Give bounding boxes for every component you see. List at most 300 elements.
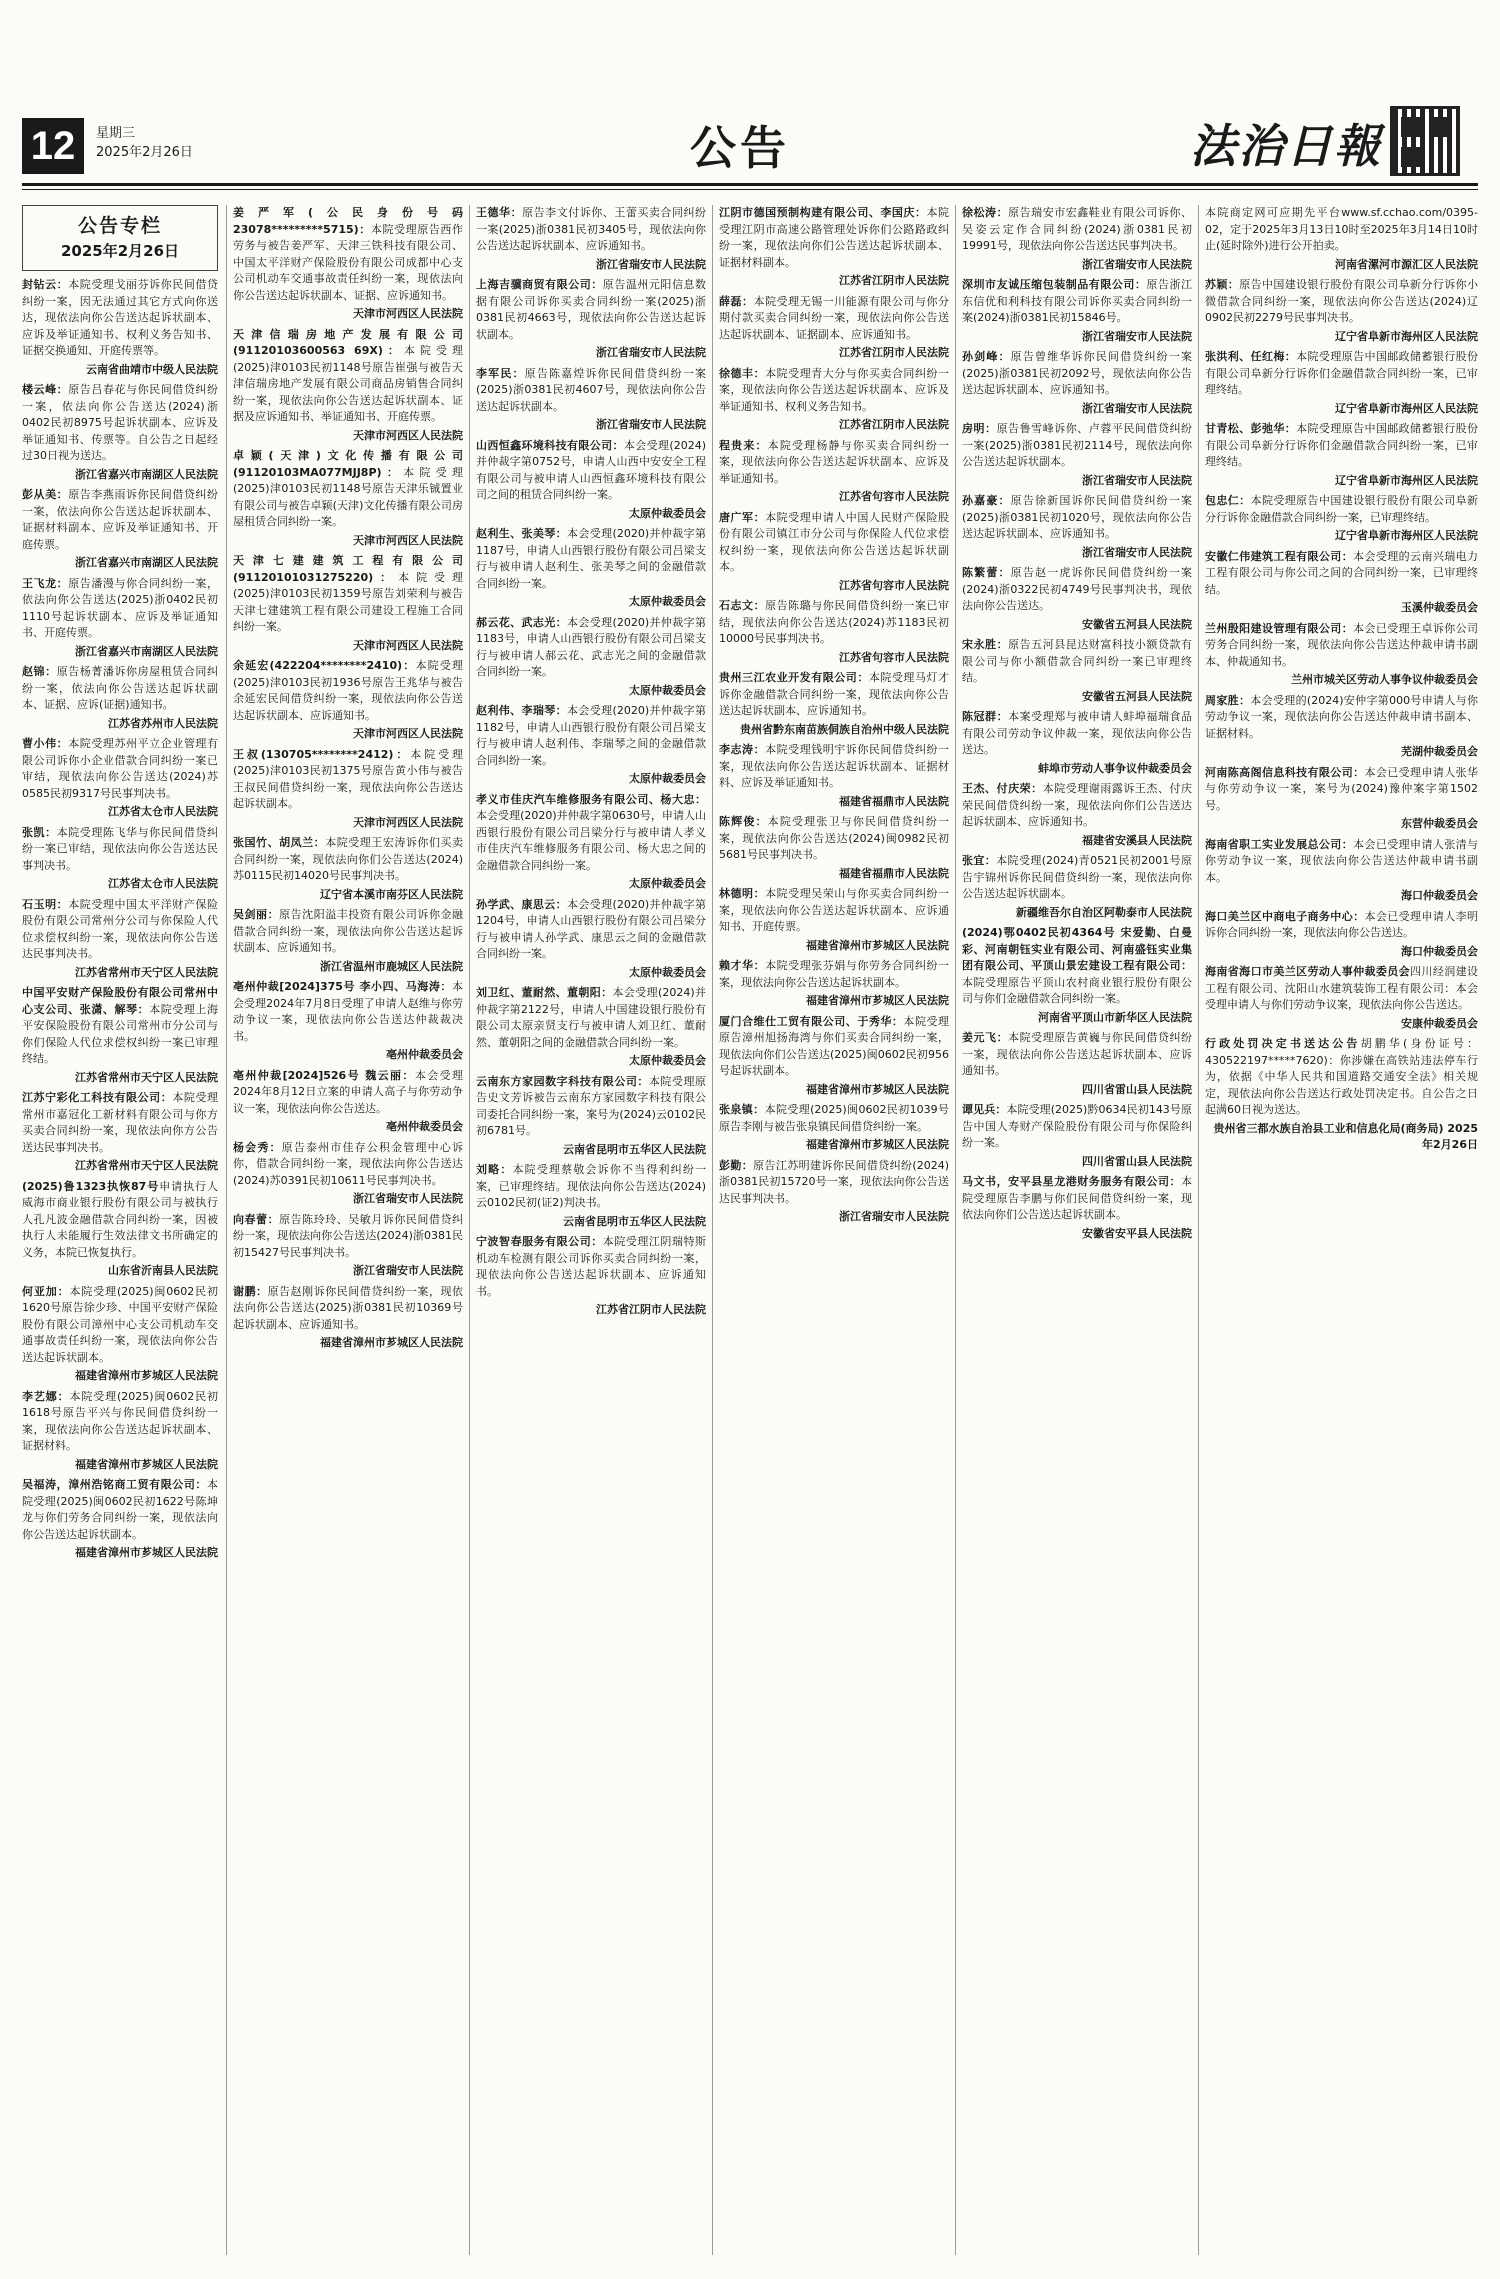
notice-body: 原告浙江东信优和利科技有限公司诉你买卖合同纠纷一案(2024)浙0381民初15846号。 — [962, 278, 1192, 324]
notice-item — [962, 205, 1192, 255]
notice-addressee: 孙剑峰： — [962, 350, 1011, 363]
notice-body: 本会受理的云南兴瑞电力工程有限公司与你公司之间的合同纠纷一案，已审理终结。 — [1205, 549, 1478, 596]
notice-item — [22, 277, 218, 360]
notice-body: 原告赵一虎诉你民间借贷纠纷一案(2024)浙0322民初4749号民事判决书，现依法向你公告送达。 — [962, 566, 1192, 612]
notice-issuer: 海口仲裁委员会 — [1401, 944, 1478, 958]
notice-item — [233, 835, 463, 885]
notice-column — [719, 205, 949, 2255]
announcement-header-box — [22, 205, 218, 271]
notice-issuer: 福建省漳州市芗城区人民法院 — [806, 938, 949, 952]
notice-item — [1205, 205, 1478, 255]
notice-item — [22, 576, 218, 642]
notice-issuer: 四川省雷山县人民法院 — [1082, 1082, 1192, 1096]
notice-body: 原告陈嘉煌诉你民间借贷纠纷一案(2025)浙0381民初4607号，现依法向你公告送达起诉状副本。 — [476, 366, 706, 413]
header-rule — [22, 183, 1478, 186]
notice-addressee: 李军民： — [476, 366, 525, 380]
column-divider — [1198, 205, 1199, 2255]
notice-body: 原告吕春花与你民间借贷纠纷一案，依法向你公告送达(2024)浙0402民初8975号起诉状副本、应诉及举证通知书、传票等。自公告之日起经过30日视为送达。 — [22, 383, 218, 462]
notice-issuer: 太原仲裁委员会 — [629, 965, 706, 979]
notice-body: 本院受理上海平安保险股份有限公司常州市分公司与你们保险人代位求偿权纠纷一案已审理终结。 — [22, 1002, 218, 1065]
notice-body: 本院受理原告黄巍与你民间借贷纠纷一案，现依法向你公告送达起诉状副本、应诉通知书。 — [962, 1031, 1192, 1077]
notice-issuer: 云南省昆明市五华区人民法院 — [563, 1142, 706, 1156]
notice-body: 本会已受理申请人李明诉你合同纠纷一案，现依法向你公告送达。 — [1205, 909, 1478, 939]
notice-addressee: 周家胜： — [1205, 693, 1251, 707]
notice-addressee: 陈繁蕾： — [962, 566, 1011, 579]
notice-issuer: 河南省平顶山市新华区人民法院 — [1038, 1010, 1192, 1024]
notice-item — [962, 637, 1192, 687]
notice-addressee: 安徽仁伟建筑工程有限公司： — [1205, 549, 1354, 563]
notice-addressee: 刘略： — [476, 1163, 513, 1176]
notice-body: 本会已受理申请人张清与你劳动争议一案，现依法向你公告送达仲裁申请书副本。 — [1205, 837, 1478, 884]
notice-issuer: 江苏省句容市人民法院 — [839, 490, 949, 503]
notice-item — [1205, 693, 1478, 743]
notice-issuer: 江苏省江阴市人民法院 — [839, 418, 949, 431]
notice-issuer: 浙江省嘉兴市南湖区人民法院 — [75, 556, 218, 569]
notice-addressee: 薛磊： — [719, 294, 754, 308]
notice-item — [476, 526, 706, 592]
notice-addressee: 杨会秀： — [233, 1140, 282, 1154]
notice-item — [719, 598, 949, 648]
notice-item — [719, 438, 949, 488]
notice-body: 本院受理常州市嘉冠化工新材料有限公司与你方买卖合同纠纷一案，现依法向你方公告送达民事判决书。 — [22, 1091, 218, 1154]
notice-issuer: 天津市河西区人民法院 — [353, 638, 463, 652]
notice-item — [476, 366, 706, 416]
notice-addressee: 姜元飞： — [962, 1031, 1009, 1044]
notice-issuer: 江苏省苏州市人民法院 — [108, 716, 218, 730]
notice-addressee: 谭见兵： — [962, 1103, 1007, 1116]
notice-item — [719, 1014, 949, 1080]
notice-addressee: 何亚加： — [22, 1284, 70, 1298]
notice-body: 本院受理张芬娟与你劳务合同纠纷一案，现依法向你公告送达起诉状副本。 — [719, 959, 949, 989]
notice-issuer: 亳州仲裁委员会 — [386, 1120, 463, 1133]
notice-issuer: 福建省漳州市芗城区人民法院 — [806, 994, 949, 1007]
notice-issuer: 新疆维吾尔自治区阿勒泰市人民法院 — [1016, 905, 1192, 919]
notice-body: 本院受理无锡一川能源有限公司与你分期付款买卖合同纠纷一案，现依法向你公告送达起诉状副本、证据副本、应诉通知书。 — [719, 294, 949, 341]
notice-body: 本院受理苏州平立企业管理有限公司诉你小企业借款合同纠纷一案已审结，现依法向你公告送达(2024)苏0585民初9317号民事判决书。 — [22, 737, 218, 800]
notice-issuer: 山东省沂南县人民法院 — [108, 1264, 218, 1277]
notice-issuer: 福建省漳州市芗城区人民法院 — [75, 1546, 218, 1559]
notice-addressee: 林德明： — [719, 887, 766, 900]
notice-issuer: 浙江省瑞安市人民法院 — [353, 1264, 463, 1277]
notice-body: 本院受理杨静与你买卖合同纠纷一案，现依法向你公告送达起诉状副本、应诉及举证通知书。 — [719, 438, 949, 485]
notice-body: 本院受理(2025)津0103民初1936号原告王兆华与被告余延宏民间借贷纠纷一案，现依法向你公告送达起诉状副本、应诉通知书。 — [233, 659, 463, 722]
notice-addressee: 姜严军(公民身份号码23078*********5715)： — [233, 206, 463, 236]
notice-body: 本会受理(2020)并仲裁字第0630号，申请人山西银行股份有限公司吕梁分行与被申请人孝义市佳庆汽车维修服务有限公司、杨大忠之间的金融借款合同纠纷一案。 — [476, 809, 706, 872]
notice-issuer: 辽宁省阜新市海州区人民法院 — [1335, 401, 1478, 415]
notice-body: 原告温州元阳信息数据有限公司诉你买卖合同纠纷一案(2025)浙0381民初4663号，现依法向你公告送达起诉状副本。 — [476, 278, 706, 341]
newspaper-masthead: 法治日報 — [1190, 119, 1382, 173]
notice-item — [962, 853, 1192, 903]
notice-addressee: 孙学武、康思云： — [476, 897, 568, 911]
notice-issuer: 辽宁省阜新市海州区人民法院 — [1335, 529, 1478, 542]
notice-item — [962, 421, 1192, 471]
notice-issuer: 浙江省嘉兴市南湖区人民法院 — [75, 467, 218, 481]
notice-issuer: 浙江省瑞安市人民法院 — [596, 346, 706, 359]
notice-issuer: 玉溪仲裁委员会 — [1401, 601, 1478, 614]
page-number: 12 — [22, 118, 84, 174]
notice-issuer: 福建省福鼎市人民法院 — [839, 794, 949, 808]
notice-addressee: 厦门合维仕工贸有限公司、于秀华： — [719, 1014, 904, 1028]
notice-item — [1205, 837, 1478, 887]
notice-issuer: 江苏省江阴市人民法院 — [839, 346, 949, 359]
notice-addressee: 云南东方家园数字科技有限公司： — [476, 1074, 649, 1088]
notice-addressee: 徐德丰： — [719, 366, 766, 380]
notice-issuer: 太原仲裁委员会 — [629, 877, 706, 890]
notice-item — [962, 925, 1192, 1008]
notice-item — [22, 897, 218, 963]
notice-body: 本院受理钱明宇诉你民间借贷纠纷一案，现依法向你公告送达起诉状副本、证据材料、应诉及举证通知书。 — [719, 743, 949, 789]
notice-body: 本院受理原告中国建设银行股份有限公司阜新分行诉你金融借款合同纠纷一案，已审理终结。 — [1205, 494, 1478, 524]
notice-column — [22, 205, 218, 2255]
notice-addressee: 赵利伟、李瑞琴： — [476, 704, 568, 717]
notice-body: 本会受理的(2024)安仲字第000号申请人与你劳动争议一案，现依法向你公告送达仲裁申请书副本、证据材料。 — [1205, 693, 1478, 740]
notice-body: 本院受理(2025)黔0634民初143号原告中国人寿财产保险股份有限公司与你保险纠纷一案。 — [962, 1103, 1192, 1149]
notice-item — [962, 1174, 1192, 1224]
notice-issuer: 江苏省句容市人民法院 — [839, 650, 949, 664]
notice-body: 本院商定网可应期先平台www.sf.cchao.com/0395-02，定于2025年3月13日10时至2025年3月14日10时止(延时除外)进行公开拍卖。 — [1205, 206, 1478, 252]
notice-issuer: 浙江省瑞安市人民法院 — [1082, 401, 1192, 415]
column-divider — [226, 205, 227, 2255]
notice-addressee: 江苏宁彩化工科技有限公司： — [22, 1091, 173, 1104]
notice-body: 本院受理张卫与你民间借贷纠纷一案，现依法向你公告送达(2024)闽0982民初5681号民事判决书。 — [719, 815, 949, 861]
notice-addressee: 张洪利、任红梅： — [1205, 350, 1297, 363]
notice-addressee: 亳州仲裁[2024]526号 魏云丽： — [233, 1068, 415, 1082]
notice-item — [1205, 621, 1478, 671]
notice-body: 本院受理戈丽芬诉你民间借贷纠纷一案，因无法通过其它方式向你送达，现依法向你公告送达起诉状副本、应诉及举证通知书、权利义务告知书、证据交换通知、开庭传票等。 — [22, 278, 218, 357]
notice-body: 本院受理青大分与你买卖合同纠纷一案，现依法向你公告送达起诉状副本、应诉及举证通知书、权利义务告知书。 — [719, 366, 949, 413]
notice-item — [1205, 349, 1478, 399]
header-rule-thin — [22, 189, 1478, 190]
notice-body: 本会受理2024年8月12日立案的申请人高子与你劳动争议一案，现依法向你公告送达。 — [233, 1068, 463, 1115]
notice-addressee: 房明： — [962, 422, 997, 435]
notice-item — [22, 1284, 218, 1367]
notice-item — [719, 886, 949, 936]
notice-item — [1205, 277, 1478, 327]
notice-body: 本院受理原告西作劳务与被告姜严军、天津三铁科技有限公司、中国太平洋财产保险股份有限公司成都中心支公司机动车交通事故责任纠纷一案，现依法向你公告送达起诉状副本、证据、应诉通知书。 — [233, 222, 463, 302]
notice-body: 本案受理郑与被申请人蚌埠福瑞食品有限公司劳动争议仲裁一案，现依法向你公告送达。 — [962, 710, 1192, 756]
notice-item — [22, 1389, 218, 1455]
notice-body: 本院受理(2025)津0103民初1148号原告崔强与被告天津信瑞房地产发展有限公司商品房销售合同纠纷一案，现依法向你公告送达起诉状副本、证据及应诉通知书、举证通知书、开庭传票。 — [233, 344, 463, 423]
notice-addressee: 李志涛： — [719, 743, 766, 756]
notice-body: 本院受理江阴瑞特斯机动车检测有限公司诉你买卖合同纠纷一案，现依法向你公告送达起诉状副本、应诉通知书。 — [476, 1235, 706, 1298]
notice-body: 本会受理(2024)并仲裁字第2122号，申请人中国建设银行股份有限公司太原亲贤支行与被申请人刘卫红、董耐然、董朝阳之间的金融借款合同纠纷一案。 — [476, 986, 706, 1049]
notice-item — [476, 1162, 706, 1212]
notice-issuer: 蚌埠市劳动人事争议仲裁委员会 — [1038, 761, 1192, 775]
notice-body: 原告沈阳溢丰投资有限公司诉你金融借款合同纠纷一案，现依法向你公告送达起诉状副本、应诉通知书。 — [233, 908, 463, 954]
notice-item — [1205, 765, 1478, 815]
notice-body: 本院受理(2025)津0103民初1375号原告黄小伟与被告王叔民间借贷纠纷一案，现依法向你公告送达起诉状副本。 — [233, 747, 463, 810]
notice-body: 本会受理2024年7月8日受理了申请人赵维与你劳动争议一案，现依法向你公告送达仲裁裁决书。 — [233, 980, 463, 1043]
notice-body: 胡鹏华(身份证号：430522197*****7620)：你涉嫌在高铁站违法停车行为，依据《中华人民共和国道路交通安全法》相关规定，现依法向你公告送达行政处罚决定书。自公告之日起满60日视为送达。 — [1205, 1037, 1478, 1116]
notice-addressee: 谢鹏： — [233, 1284, 268, 1298]
notice-item — [22, 1090, 218, 1156]
notice-item — [22, 1477, 218, 1543]
notice-body: 本会已受理申请人张华与你劳动争议一案，案号为(2024)豫仲案字第1502号。 — [1205, 765, 1478, 812]
notice-item — [22, 382, 218, 465]
notice-issuer: 福建省安溪县人民法院 — [1082, 833, 1192, 847]
notice-issuer: 兰州市城关区劳动人事争议仲裁委员会 — [1291, 673, 1478, 686]
notice-issuer: 辽宁省阜新市海州区人民法院 — [1335, 329, 1478, 343]
notice-addressee: 彭从美： — [22, 488, 69, 501]
notice-item — [719, 814, 949, 864]
notice-addressee: 张凯： — [22, 825, 57, 839]
notice-addressee: 吴剑丽： — [233, 908, 280, 921]
notice-addressee: 封钻云： — [22, 278, 69, 291]
notice-item — [476, 205, 706, 255]
notice-addressee: 孙嘉豪： — [962, 494, 1011, 507]
notice-addressee: (2024)鄂0402民初4364号 宋爱勤、白曼彩、河南朝钰实业有限公司、河南盛钰实业集团有限公司、平顶山景宏建设工程有限公司： — [962, 926, 1192, 972]
notice-issuer: 福建省漳州市芗城区人民法院 — [806, 1138, 949, 1151]
notice-addressee: 山西恒鑫环境科技有限公司： — [476, 438, 624, 452]
notice-body: 本会受理(2020)并仲裁字第1204号，申请人山西银行股份有限公司吕梁分行与被申请人孙学武、康思云之间的金融借款合同纠纷一案。 — [476, 897, 706, 960]
qr-code-icon — [1390, 106, 1460, 176]
notice-issuer: 云南省曲靖市中级人民法院 — [86, 362, 218, 376]
notice-issuer: 福建省漳州市芗城区人民法院 — [806, 1082, 949, 1096]
notice-item — [1205, 493, 1478, 526]
notice-issuer: 太原仲裁委员会 — [629, 772, 706, 785]
notice-issuer: 福建省漳州市芗城区人民法院 — [320, 1336, 463, 1349]
notice-issuer: 四川省雷山县人民法院 — [1082, 1154, 1192, 1168]
notice-addressee: 上海吉骥商贸有限公司： — [476, 278, 603, 291]
notice-column — [476, 205, 706, 2255]
notice-body: 本院受理吴荣山与你买卖合同纠纷一案，现依法向你公告送达起诉状副本、应诉通知书、开庭传票。 — [719, 887, 949, 933]
notice-addressee: 宋永胜： — [962, 638, 1009, 651]
column-divider — [955, 205, 956, 2255]
notice-item — [233, 1068, 463, 1118]
notice-issuer: 辽宁省本溪市南芬区人民法院 — [320, 887, 463, 901]
notice-item — [233, 448, 463, 531]
notice-body: 本院受理(2025)闽0602民初1039号原告李刚与被告张泉镇民间借贷纠纷一案。 — [719, 1103, 949, 1133]
notice-item — [233, 1140, 463, 1190]
notice-issuer: 浙江省瑞安市人民法院 — [596, 418, 706, 431]
notice-addressee: 包忠仁： — [1205, 494, 1251, 507]
notice-issuer: 亳州仲裁委员会 — [386, 1048, 463, 1061]
notice-item — [233, 327, 463, 426]
notice-issuer: 江苏省常州市天宁区人民法院 — [75, 1159, 218, 1172]
notice-addressee: 赖才华： — [719, 959, 766, 972]
notice-body: 本会受理(2020)并仲裁字第1182号，申请人山西银行股份有限公司吕梁支行与被申请人赵利伟、李瑞琴之间的金融借款合同纠纷一案。 — [476, 704, 706, 767]
issue-date-block — [96, 124, 193, 162]
notice-item — [22, 664, 218, 714]
notice-issuer: 芜湖仲裁委员会 — [1401, 745, 1478, 758]
notice-addressee: 中国平安财产保险股份有限公司常州中心支公司、张潇、解琴： — [22, 986, 218, 1016]
notice-item — [719, 1102, 949, 1135]
notice-item — [233, 1212, 463, 1262]
notice-body: 本院受理陈飞华与你民间借贷纠纷一案已审结，现依法向你公告送达民事判决书。 — [22, 825, 218, 872]
notice-issuer: 江苏省江阴市人民法院 — [596, 1303, 706, 1316]
notice-issuer: 云南省昆明市五华区人民法院 — [563, 1214, 706, 1228]
issue-date: 2025年2月26日 — [96, 145, 193, 160]
notice-body: 原告曾维华诉你民间借贷纠纷一案(2025)浙0381民初2092号，现依法向你公告送达起诉状副本、应诉通知书。 — [962, 350, 1192, 396]
notice-item — [962, 277, 1192, 327]
notice-item — [1205, 549, 1478, 599]
notice-addressee: 石志文： — [719, 599, 766, 612]
notice-body: 本院受理原告李鹏与你们民间借贷纠纷一案，现依法向你们公告送达起诉状副本。 — [962, 1175, 1192, 1221]
notice-body: 本院受理原告中国邮政储蓄银行股份有限公司阜新分行诉你们金融借款合同纠纷一案，已审理终结。 — [1205, 350, 1478, 396]
notice-body: 原告江苏明建诉你民间借贷纠纷(2024)浙0381民初15720号一案，现依法向你公告送达民事判决书。 — [719, 1158, 949, 1205]
column-divider — [712, 205, 713, 2255]
notice-item — [233, 747, 463, 813]
notice-issuer: 江苏省句容市人民法院 — [839, 578, 949, 592]
notice-issuer: 浙江省瑞安市人民法院 — [596, 257, 706, 271]
notice-body: 本院受理(2025)津0103民初1359号原告刘荣利与被告天津七建建筑工程有限公司建设工程施工合同纠纷一案。 — [233, 570, 463, 633]
notice-item — [719, 742, 949, 792]
notice-item — [476, 792, 706, 875]
notice-issuer: 浙江省瑞安市人民法院 — [839, 1210, 949, 1223]
notice-item — [476, 985, 706, 1051]
notice-item — [962, 349, 1192, 399]
notice-addressee: 余延宏(422204********2410)： — [233, 659, 416, 672]
notice-item — [962, 565, 1192, 615]
notice-body: 原告中国建设银行股份有限公司阜新分行诉你小微借款合同纠纷一案，现依法向你公告送达(2024)辽0902民初2279号民事判决书。 — [1205, 278, 1478, 324]
notice-item — [1205, 909, 1478, 942]
notice-issuer: 辽宁省阜新市海州区人民法院 — [1335, 473, 1478, 487]
notice-addressee: 孝义市佳庆汽车维修服务有限公司、杨大忠： — [476, 792, 706, 806]
notice-item — [962, 781, 1192, 831]
notice-body: 本会受理(2024)并仲裁字第0752号，申请人山西中安安全工程有限公司与被申请人山西恒鑫环境科技有限公司之间的租赁合同纠纷一案。 — [476, 438, 706, 501]
notice-item — [22, 825, 218, 875]
notice-item — [719, 1158, 949, 1208]
notice-addressee: 天津七建建筑工程有限公司(91120101031275220)： — [233, 554, 463, 584]
notice-issuer: 安徽省五河县人民法院 — [1082, 617, 1192, 631]
notice-body: 四川经润建设工程有限公司、沈阳山水建筑装饰工程有限公司：本会受理申请人与你们劳动争议案，现依法向你公告送达。 — [1205, 965, 1478, 1011]
notice-addressee: 甘青松、彭弛华： — [1205, 422, 1297, 435]
notice-issuer: 东营仲裁委员会 — [1401, 817, 1478, 830]
notice-item — [22, 1179, 218, 1262]
notice-item — [1205, 1036, 1478, 1119]
notice-body: 原告潘漫与你合同纠纷一案，依法向你公告送达(2025)浙0402民初1110号起诉状副本、应诉及举证通知书、开庭传票。 — [22, 576, 218, 639]
notice-addressee: 深圳市友诚压缩包装制品有限公司： — [962, 278, 1147, 291]
notice-item — [476, 1074, 706, 1140]
notice-issuer: 天津市河西区人民法院 — [353, 428, 463, 442]
notice-addressee: 卓颖(天津)文化传播有限公司(91120103MA077MJJ8P)： — [233, 449, 463, 479]
notice-issuer: 福建省漳州市芗城区人民法院 — [75, 1369, 218, 1382]
notice-body: 本院受理申请人中国人民财产保险股份有限公司镇江市分公司与你保险人代位求偿权纠纷一案，现依法向你公告送达起诉状副本。 — [719, 510, 949, 573]
notice-addressee: 王叔(130705********2412)： — [233, 747, 411, 761]
notice-addressee: 亳州仲裁[2024]375号 李小四、马海涛： — [233, 980, 452, 993]
notice-item — [962, 1102, 1192, 1152]
notice-addressee: 向春蕾： — [233, 1212, 280, 1226]
notice-addressee: 张国竹、胡凤兰： — [233, 836, 326, 849]
notice-item — [233, 205, 463, 304]
notice-issuer: 福建省漳州市芗城区人民法院 — [75, 1457, 218, 1471]
notice-issuer: 天津市河西区人民法院 — [353, 307, 463, 320]
notice-body: 本院受理(2024)青0521民初2001号原告宇锦州诉你民间借贷纠纷一案，现依法向你公告送达起诉状副本。 — [962, 854, 1192, 900]
notice-body: 本院受理马灯才诉你金融借款合同纠纷一案，现依法向你公告送达起诉状副本、应诉通知书。 — [719, 671, 949, 717]
notice-item — [719, 294, 949, 344]
notice-body: 本院受理原告平顶山农村商业银行股份有限公司与你们金融借款合同纠纷一案。 — [962, 975, 1192, 1005]
notice-addressee: 王杰、付庆荣： — [962, 782, 1043, 795]
notice-item — [962, 709, 1192, 759]
notice-body: 本会已受理王卓诉你公司劳务合同纠纷一案，现依法向你公告送达仲裁申请书副本、仲裁通知书。 — [1205, 621, 1478, 668]
notice-issuer: 浙江省嘉兴市南湖区人民法院 — [75, 644, 218, 658]
notice-item — [719, 205, 949, 271]
notice-addressee: 彭勤： — [719, 1158, 754, 1172]
notice-column — [233, 205, 463, 2255]
notice-body: 本院受理原告中国邮政储蓄银行股份有限公司阜新分行诉你们金融借款合同纠纷一案，已审理终结。 — [1205, 422, 1478, 468]
notice-body: 本院受理(2025)闽0602民初1622号陈坤龙与你们劳务合同纠纷一案，现依法向你公告送达起诉状副本。 — [22, 1478, 218, 1541]
notice-item — [476, 615, 706, 681]
notice-item — [719, 510, 949, 576]
notice-addressee: 张宜： — [962, 854, 997, 867]
notice-issuer: 江苏省江阴市人民法院 — [839, 274, 949, 287]
notice-issuer: 天津市河西区人民法院 — [353, 815, 463, 829]
notice-issuer: 太原仲裁委员会 — [629, 1054, 706, 1067]
notice-addressee: 江阴市德国预制构建有限公司、李国庆： — [719, 206, 927, 219]
notice-addressee: 王飞龙： — [22, 576, 69, 590]
notice-issuer: 安徽省安平县人民法院 — [1082, 1226, 1192, 1240]
notice-issuer: 太原仲裁委员会 — [629, 595, 706, 608]
notice-addressee: 徐松涛： — [962, 206, 1009, 219]
weekday: 星期三 — [96, 126, 136, 141]
notice-issuer: 江苏省常州市天宁区人民法院 — [75, 965, 218, 979]
notice-body: 本院受理原告漳州旭扬海湾与你们买卖合同纠纷一案，现依法向你们公告送达(2025)闽0602民初956号起诉状副本。 — [719, 1014, 949, 1077]
notice-addressee: 兰州殷阳建设管理有限公司： — [1205, 621, 1354, 635]
notice-issuer: 天津市河西区人民法院 — [353, 533, 463, 547]
notice-body: 原告徐新国诉你民间借贷纠纷一案(2025)浙0381民初1020号，现依法向你公告送达起诉状副本、应诉通知书。 — [962, 494, 1192, 540]
notice-item — [476, 277, 706, 343]
notice-item — [476, 438, 706, 504]
notice-item — [719, 958, 949, 991]
notice-issuer: 浙江省瑞安市人民法院 — [1082, 473, 1192, 487]
notice-body: 原告李文付诉你、王蕾买卖合同纠纷一案(2025)浙0381民初3405号，现依法向你公告送达起诉状副本、应诉通知书。 — [476, 206, 706, 252]
notice-column — [1205, 205, 1478, 2255]
notice-addressee: 苏颖： — [1205, 278, 1240, 291]
announcement-title: 公告专栏 — [77, 215, 162, 237]
notice-item — [719, 670, 949, 720]
notice-issuer: 太原仲裁委员会 — [629, 683, 706, 697]
section-title: 公告 — [690, 121, 790, 175]
announcement-date: 2025年2月26日 — [60, 242, 180, 260]
notice-issuer: 安康仲裁委员会 — [1401, 1016, 1478, 1030]
notice-addressee: 海南省海口市美兰区劳动人事仲裁委员会 — [1205, 965, 1411, 978]
notice-issuer: 贵州省黔东南苗族侗族自治州中级人民法院 — [740, 722, 949, 736]
notice-body: 原告赵刚诉你民间借贷纠纷一案，现依法向你公告送达(2025)浙0381民初10369号起诉状副本、应诉通知书。 — [233, 1284, 463, 1331]
notice-addressee: 郝云花、武志光： — [476, 615, 568, 629]
notice-item — [962, 493, 1192, 543]
notice-addressee: 行政处罚决定书送达公告 — [1205, 1037, 1361, 1050]
notice-body: 原告泰州市佳存公积金管理中心诉你，借款合同纠纷一案，现依法向你公告送达(2024)苏0391民初10611号民事判决书。 — [233, 1140, 463, 1187]
notice-item — [22, 487, 218, 553]
notice-issuer: 海口仲裁委员会 — [1401, 889, 1478, 902]
notice-addressee: 张泉镇： — [719, 1103, 765, 1116]
notice-addressee: 天津信瑞房地产发展有限公司(91120103600563 69X)： — [233, 327, 463, 357]
notice-issuer: 江苏省常州市天宁区人民法院 — [75, 1070, 218, 1084]
notice-addressee: 海口美兰区中商电子商务中心： — [1205, 909, 1365, 923]
notice-addressee: 海南省职工实业发展总公司： — [1205, 837, 1354, 851]
notice-addressee: 赵利生、张美琴： — [476, 527, 568, 540]
notice-addressee: 马文书，安平县星龙港财务服务有限公司： — [962, 1175, 1181, 1188]
notice-body: 本院受理谢雨露诉王杰、付庆荣民间借贷纠纷一案，现依法向你们公告送达起诉状副本、应诉通知书。 — [962, 782, 1192, 828]
notice-issuer: 江苏省太仓市人民法院 — [108, 805, 218, 818]
notice-body: 原告陈玲玲、吴敏月诉你民间借贷纠纷一案，现依法向你公告送达(2024)浙0381民初15427号民事判决书。 — [233, 1212, 463, 1259]
notice-issuer: 天津市河西区人民法院 — [353, 727, 463, 740]
notice-item — [1205, 964, 1478, 1014]
notice-addressee: 石玉明： — [22, 897, 69, 911]
notice-body: 原告五河县昆达财富科技小额贷款有限公司与你小额借款合同纠纷一案已审理终结。 — [962, 638, 1192, 684]
notice-addressee: 贵州三江农业开发有限公司： — [719, 671, 869, 684]
notice-addressee: 吴福涛，漳州浩铭商工贸有限公司： — [22, 1478, 207, 1491]
notice-column — [962, 205, 1192, 2255]
notice-body: 申请执行人威海市商业银行股份有限公司与被执行人孔凡波金融借款合同纠纷一案，因被执行人未能履行生效法律文书所确定的义务，本院已恢复执行。 — [22, 1179, 218, 1259]
notice-item — [476, 703, 706, 769]
notice-item — [476, 897, 706, 963]
notice-addressee: 唐广军： — [719, 510, 766, 524]
notice-item — [233, 553, 463, 636]
notice-body: 原告瑞安市宏鑫鞋业有限公司诉你、吴姿云定作合同纠纷(2024)浙0381民初19991号，现依法向你公告送达民事判决书。 — [962, 206, 1192, 252]
notice-body: 本院受理(2025)闽0602民初1618号原告平兴与你民间借贷纠纷一案，现依法向你公告送达起诉状副本、证据材料。 — [22, 1389, 218, 1452]
notice-item — [476, 1234, 706, 1300]
